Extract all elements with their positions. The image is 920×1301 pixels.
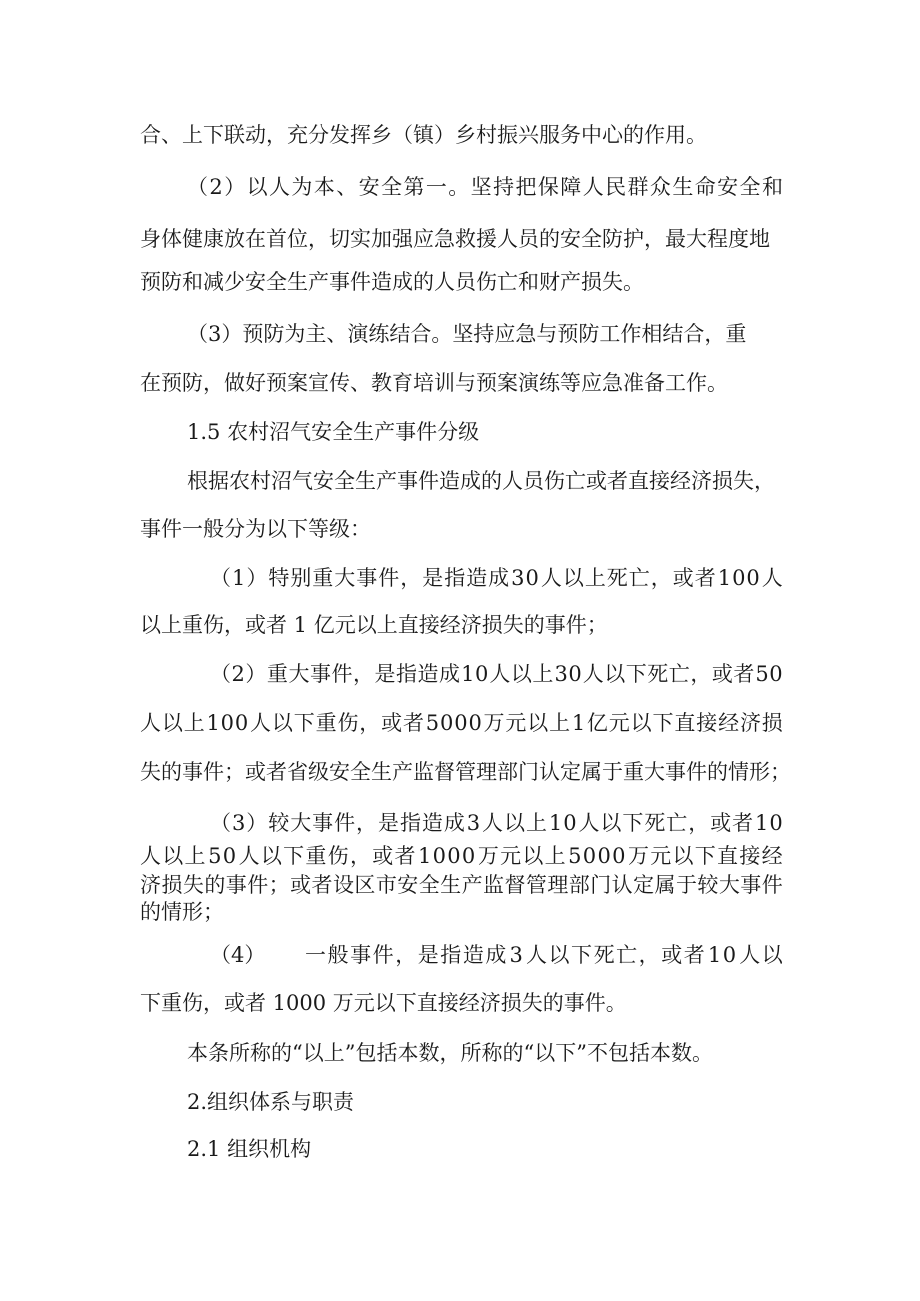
paragraph-line: 合、上下联动，充分发挥乡（镇）乡村振兴服务中心的作用。 (140, 123, 707, 147)
grade-2-line-1: （ 2 ） 重 大 事 件 ， 是 指 造 成 1 0 人 以 上 3 0 人 以 下 死 亡 ， 或 者 5 0 (210, 662, 783, 686)
grade-3-line-2: 人 以 上 5 0 人 以 下 重 伤 ， 或 者 1 0 0 0 万 元 以 上 5 0 0 0 万 元 以 下 直 接 经 (140, 844, 783, 868)
section-heading-2-1: 2.1 组织机构 (187, 1137, 312, 1161)
section-heading-1-5: 1.5 农村沼气安全生产事件分级 (187, 420, 480, 444)
principle-2-line-2: 身体健康放在首位，切实加强应急救援人员的安全防护，最大程度地 (140, 227, 770, 251)
principle-2-line-3: 预防和减少安全生产事件造成的人员伤亡和财产损失。 (140, 270, 644, 294)
grade-4-number: （4） (210, 943, 266, 967)
definition-note: 本条所称的“以上”包括本数，所称的“以下”不包括本数。 (187, 1041, 713, 1065)
grade-3-line-3: 济 损 失 的 事 件 ； 或 者 设 区 市 安 全 生 产 监 督 管 理 部 门 认 定 属 于 较 大 事 件 (140, 873, 783, 897)
principle-2-line-1: （ 2 ） 以 人 为 本 、 安 全 第 一 。 坚 持 把 保 障 人 民 群 众 生 命 安 全 和 (187, 175, 783, 199)
grade-4-line-1: 一 般 事 件 ， 是 指 造 成 3 人 以 下 死 亡 ， 或 者 1 0 人 以 (305, 943, 783, 967)
grade-3-line-1: （ 3 ） 较 大 事 件 ， 是 指 造 成 3 人 以 上 1 0 人 以 下 死 亡 ， 或 者 1 0 (210, 811, 783, 835)
grade-2-line-2: 人 以 上 1 0 0 人 以 下 重 伤 ， 或 者 5 0 0 0 万 元 以 上 1 亿 元 以 下 直 接 经 济 损 (140, 711, 783, 735)
grade-1-line-2: 以上重伤，或者 1 亿元以上直接经济损失的事件； (140, 613, 608, 637)
grading-intro-line-2: 事件一般分为以下等级： (140, 517, 371, 541)
grade-2-line-3: 失的事件；或者省级安全生产监督管理部门认定属于重大事件的情形； (140, 760, 791, 784)
grade-1-line-1: （ 1 ） 特 别 重 大 事 件 ， 是 指 造 成 3 0 人 以 上 死 亡 ， 或 者 1 0 0 人 (210, 566, 783, 590)
grade-4-line-2: 下重伤，或者 1000 万元以下直接经济损失的事件。 (140, 991, 627, 1015)
section-heading-2: 2.组织体系与职责 (187, 1090, 355, 1114)
grade-3-line-4: 的情形； (140, 900, 224, 924)
grading-intro-line-1: 根据农村沼气安全生产事件造成的人员伤亡或者直接经济损失， (187, 469, 775, 493)
principle-3-line-1: （3）预防为主、演练结合。坚持应急与预防工作相结合，重 (187, 322, 747, 346)
principle-3-line-2: 在预防，做好预案宣传、教育培训与预案演练等应急准备工作。 (140, 371, 728, 395)
